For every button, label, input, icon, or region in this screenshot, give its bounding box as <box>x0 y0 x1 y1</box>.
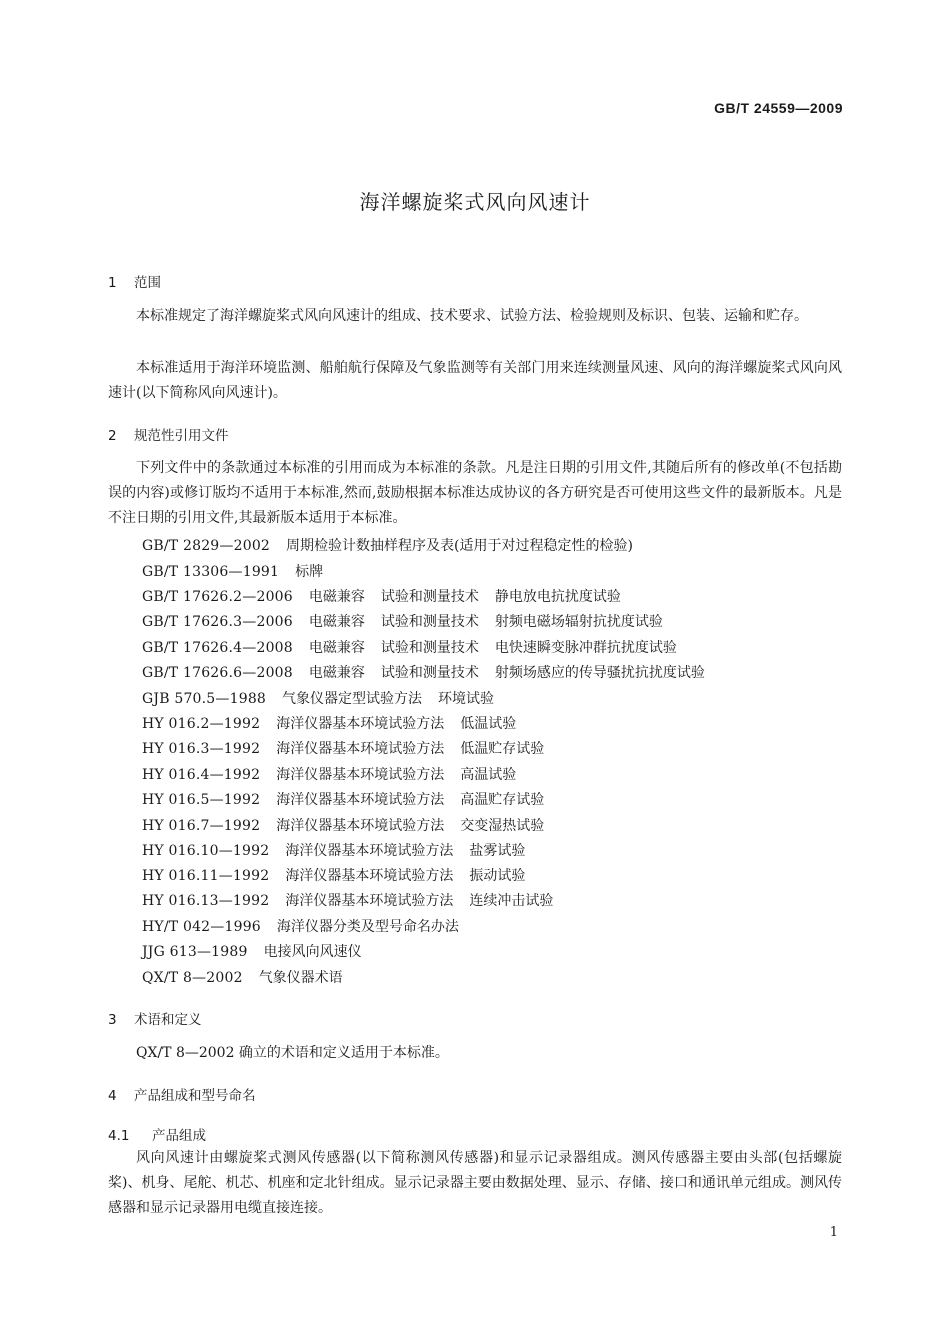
reference-item <box>142 713 516 733</box>
reference-item <box>142 815 544 835</box>
reference-part: 低温贮存试验 <box>460 741 545 757</box>
reference-code: HY 016.5—1992 <box>142 792 261 808</box>
reference-title: 海洋仪器基本环境试验方法 <box>276 818 445 834</box>
reference-part: 射频电磁场辐射抗扰度试验 <box>494 614 663 630</box>
section-number: 1 <box>108 275 117 291</box>
reference-item <box>142 611 663 631</box>
reference-part: 环境试验 <box>438 691 495 707</box>
reference-item <box>142 865 525 885</box>
section-title: 术语和定义 <box>134 1012 202 1028</box>
reference-code: HY 016.7—1992 <box>142 818 261 834</box>
reference-part: 静电放电抗扰度试验 <box>494 589 621 605</box>
reference-title: 海洋仪器分类及型号命名办法 <box>276 919 459 935</box>
reference-code: JJG 613—1989 <box>142 944 248 960</box>
reference-title: 电磁兼容 <box>308 614 365 630</box>
section-number: 4 <box>108 1088 117 1104</box>
reference-item <box>142 890 553 910</box>
reference-item <box>142 586 621 606</box>
reference-title: 海洋仪器基本环境试验方法 <box>276 792 445 808</box>
reference-title: 海洋仪器基本环境试验方法 <box>276 741 445 757</box>
section-1-paragraph-2: 本标准适用于海洋环境监测、船舶航行保障及气象监测等有关部门用来连续测量风速、风向的海洋螺旋桨式风向风速计(以下简称风向风速计)。 <box>108 360 842 401</box>
reference-item <box>142 764 516 784</box>
section-4-1-paragraph-1: 风向风速计由螺旋桨式测风传感器(以下简称测风传感器)和显示记录器组成。测风传感器主要由头部(包括螺旋桨)、机身、尾舵、机芯、机座和定北针组成。显示记录器主要由数据处理、显示、存储、接口和通讯单元组成。测风传感器和显示记录器用电缆直接连接。 <box>108 1150 842 1216</box>
reference-item <box>142 738 544 758</box>
standard-code: GB/T 24559—2009 <box>714 100 843 116</box>
section-title: 产品组成和型号命名 <box>134 1088 256 1104</box>
section-4-heading <box>108 1084 256 1104</box>
reference-item <box>142 662 705 682</box>
reference-item <box>142 916 475 936</box>
reference-part: 盐雾试验 <box>469 843 526 859</box>
reference-title: 气象仪器术语 <box>258 970 343 986</box>
section-1-heading <box>108 271 161 291</box>
reference-subtitle: 试验和测量技术 <box>380 640 479 656</box>
reference-code: GB/T 17626.6—2008 <box>142 665 293 681</box>
reference-subtitle: 试验和测量技术 <box>380 614 479 630</box>
section-3-heading <box>108 1008 202 1028</box>
reference-part: 低温试验 <box>460 716 517 732</box>
section-2-paragraph-1: 下列文件中的条款通过本标准的引用而成为本标准的条款。凡是注日期的引用文件,其随后所有的修改单(不包括勘误的内容)或修订版均不适用于本标准,然而,鼓励根据本标准达成协议的各方研究是否可使用这些文件的最新版本。凡是不注日期的引用文件,其最新版本适用于本标准。 <box>108 460 842 526</box>
reference-code: HY/T 042—1996 <box>142 919 261 935</box>
reference-code: HY 016.10—1992 <box>142 843 270 859</box>
reference-item <box>142 561 339 581</box>
reference-code: HY 016.2—1992 <box>142 716 261 732</box>
reference-part: 射频场感应的传导骚扰抗扰度试验 <box>494 665 705 681</box>
section-number: 4.1 <box>108 1128 130 1144</box>
reference-part: 高温试验 <box>460 767 517 783</box>
document-title: 海洋螺旋桨式风向风速计 <box>359 190 591 214</box>
reference-title: 电磁兼容 <box>308 589 365 605</box>
section-title: 范围 <box>134 275 161 291</box>
reference-code: GB/T 13306—1991 <box>142 564 280 580</box>
page-number: 1 <box>829 1225 838 1240</box>
reference-part: 振动试验 <box>469 868 526 884</box>
reference-title: 周期检验计数抽样程序及表(适用于对过程稳定性的检验) <box>286 538 633 554</box>
reference-title: 电磁兼容 <box>308 640 365 656</box>
reference-item <box>142 840 525 860</box>
reference-title: 海洋仪器基本环境试验方法 <box>276 767 445 783</box>
reference-code: HY 016.13—1992 <box>142 893 270 909</box>
reference-item <box>142 789 544 809</box>
reference-code: GJB 570.5—1988 <box>142 691 267 707</box>
reference-code: QX/T 8—2002 <box>142 970 243 986</box>
section-1-paragraph-1: 本标准规定了海洋螺旋桨式风向风速计的组成、技术要求、试验方法、检验规则及标识、包装、运输和贮存。 <box>136 308 808 324</box>
section-number: 3 <box>108 1012 117 1028</box>
reference-item <box>142 637 677 657</box>
reference-code: GB/T 17626.4—2008 <box>142 640 293 656</box>
section-4-1-heading <box>108 1124 206 1144</box>
reference-item <box>142 535 649 555</box>
reference-title: 电接风向风速仪 <box>263 944 362 960</box>
reference-part: 交变湿热试验 <box>460 818 545 834</box>
reference-subtitle: 试验和测量技术 <box>380 665 479 681</box>
reference-code: GB/T 17626.3—2006 <box>142 614 293 630</box>
section-3-paragraph-1: QX/T 8—2002 确立的术语和定义适用于本标准。 <box>136 1045 449 1061</box>
reference-item <box>142 941 378 961</box>
reference-title: 海洋仪器基本环境试验方法 <box>285 843 454 859</box>
reference-code: HY 016.4—1992 <box>142 767 261 783</box>
section-number: 2 <box>108 428 117 444</box>
reference-item <box>142 967 359 987</box>
reference-code: HY 016.3—1992 <box>142 741 261 757</box>
reference-item <box>142 688 494 708</box>
reference-part: 连续冲击试验 <box>469 893 554 909</box>
section-title: 规范性引用文件 <box>134 428 229 444</box>
reference-title: 气象仪器定型试验方法 <box>282 691 423 707</box>
section-2-heading <box>108 424 229 444</box>
reference-title: 海洋仪器基本环境试验方法 <box>285 868 454 884</box>
reference-code: GB/T 2829—2002 <box>142 538 271 554</box>
reference-part: 高温贮存试验 <box>460 792 545 808</box>
reference-subtitle: 试验和测量技术 <box>380 589 479 605</box>
reference-title: 标牌 <box>295 564 324 580</box>
reference-title: 电磁兼容 <box>308 665 365 681</box>
reference-title: 海洋仪器基本环境试验方法 <box>276 716 445 732</box>
reference-title: 海洋仪器基本环境试验方法 <box>285 893 454 909</box>
reference-code: GB/T 17626.2—2006 <box>142 589 293 605</box>
reference-code: HY 016.11—1992 <box>142 868 270 884</box>
reference-part: 电快速瞬变脉冲群抗扰度试验 <box>494 640 677 656</box>
section-title: 产品组成 <box>152 1128 206 1144</box>
